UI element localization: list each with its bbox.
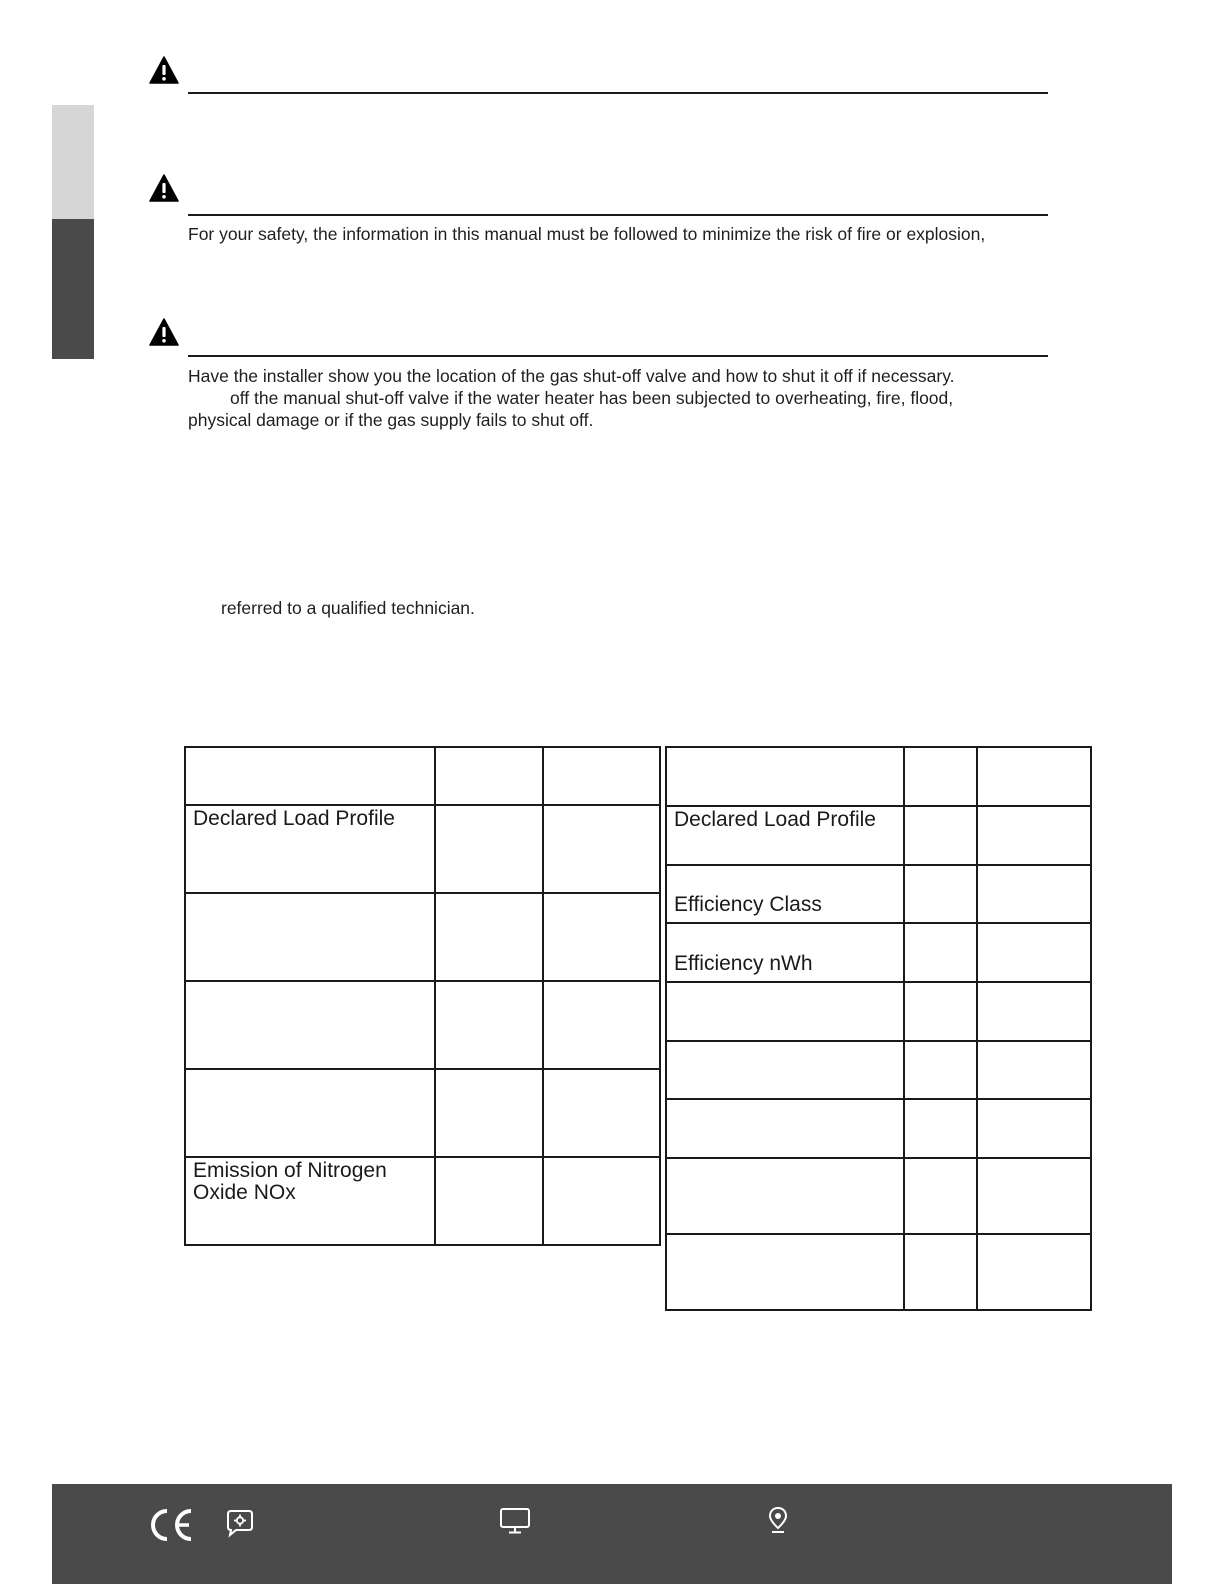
table-cell <box>904 1234 977 1310</box>
warning-text-2-line-1: For your safety, the information in this manual must be followed to minimize the risk of fire or explosion, <box>188 224 986 244</box>
table-cell <box>977 1041 1091 1099</box>
table-cell <box>543 805 660 893</box>
table-cell <box>543 1157 660 1245</box>
table-cell <box>435 893 543 981</box>
table-cell <box>543 747 660 805</box>
table-row <box>185 981 660 1069</box>
warning-rule-2 <box>188 214 1048 216</box>
table-cell <box>977 1158 1091 1234</box>
table-row <box>185 747 660 805</box>
table-cell <box>543 1069 660 1157</box>
table-cell <box>904 1099 977 1158</box>
table-cell <box>666 1099 904 1158</box>
table-row <box>666 1099 1091 1158</box>
side-tab-light <box>52 105 94 219</box>
warning-text-3-line-2: off the manual shut-off valve if the water heater has been subjected to overheating, fire, flood, <box>230 388 954 408</box>
table-cell: Declared Load Profile <box>185 805 435 893</box>
warning-icon <box>149 318 179 346</box>
table-cell <box>543 981 660 1069</box>
table-row <box>666 747 1091 806</box>
table-cell <box>904 1158 977 1234</box>
warning-icon <box>149 174 179 202</box>
table-cell <box>185 981 435 1069</box>
table-cell <box>666 982 904 1041</box>
warning-rule-1 <box>188 92 1048 94</box>
monitor-icon <box>499 1507 531 1535</box>
table-cell <box>977 806 1091 865</box>
table-cell <box>435 747 543 805</box>
table-cell <box>435 1157 543 1245</box>
table-cell <box>185 747 435 805</box>
table-cell <box>904 923 977 982</box>
table-cell <box>435 981 543 1069</box>
warning-rule-3 <box>188 355 1048 357</box>
note-text: referred to a qualified technician. <box>221 598 475 618</box>
table-row <box>666 806 1091 865</box>
table-cell <box>904 1041 977 1099</box>
table-row <box>666 1234 1091 1310</box>
table-row <box>666 865 1091 923</box>
table-cell <box>977 747 1091 806</box>
table-cell <box>185 893 435 981</box>
table-cell <box>435 805 543 893</box>
table-row <box>185 805 660 893</box>
table-cell: Emission of Nitrogen Oxide NOx <box>185 1157 435 1245</box>
side-tab-dark <box>52 219 94 359</box>
table-cell <box>904 865 977 923</box>
support-chat-icon <box>225 1508 255 1538</box>
ce-mark-icon <box>147 1508 195 1542</box>
table-cell <box>904 747 977 806</box>
table-cell <box>666 747 904 806</box>
table-cell: Efficiency nWh <box>666 923 904 982</box>
location-pin-icon <box>768 1506 788 1534</box>
table-cell <box>977 923 1091 982</box>
table-row <box>185 893 660 981</box>
warning-text-3-line-3: physical damage or if the gas supply fails to shut off. <box>188 410 594 430</box>
table-cell <box>977 982 1091 1041</box>
table-cell: Efficiency Class <box>666 865 904 923</box>
footer-bar <box>52 1484 1172 1584</box>
table-cell <box>435 1069 543 1157</box>
table-cell <box>904 982 977 1041</box>
right-spec-table <box>665 746 1092 1311</box>
table-cell <box>977 865 1091 923</box>
table-cell <box>904 806 977 865</box>
table-cell <box>666 1041 904 1099</box>
warning-icon <box>149 56 179 84</box>
table-cell <box>977 1099 1091 1158</box>
table-cell <box>666 1158 904 1234</box>
table-row <box>666 982 1091 1041</box>
table-row <box>666 1158 1091 1234</box>
table-cell: Declared Load Profile <box>666 806 904 865</box>
table-row <box>666 1041 1091 1099</box>
table-cell <box>185 1069 435 1157</box>
table-row <box>666 923 1091 982</box>
table-cell <box>543 893 660 981</box>
warning-text-3-line-1: Have the installer show you the location of the gas shut-off valve and how to shut it off if necessary. <box>188 366 955 386</box>
table-cell <box>977 1234 1091 1310</box>
table-row <box>185 1069 660 1157</box>
left-spec-table <box>184 746 661 1246</box>
table-cell <box>666 1234 904 1310</box>
table-row <box>185 1157 660 1245</box>
